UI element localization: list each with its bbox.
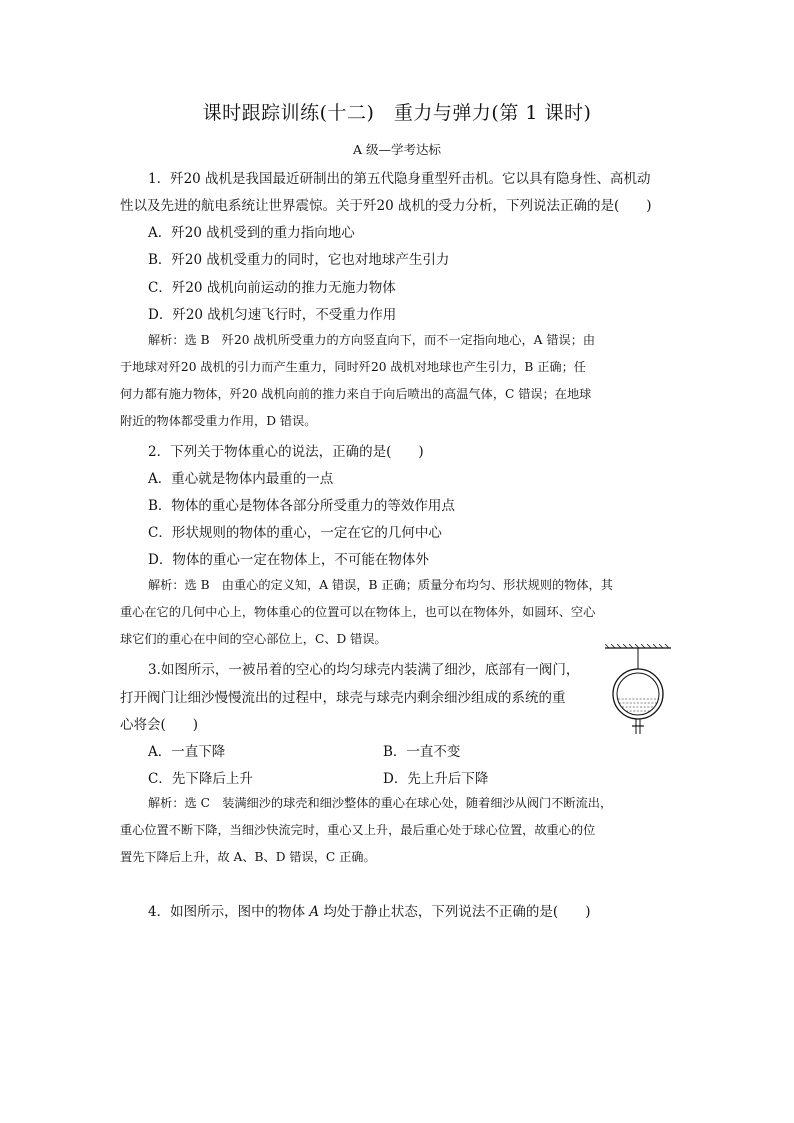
q4-stem bbox=[148, 900, 590, 920]
q1-explanation-line3: 何力都有施力物体，歼20 战机向前的推力来自于向后喷出的高温气体，C 错误；在地球 bbox=[120, 387, 592, 401]
q1-option-b: B．歼20 战机受重力的同时，它也对地球产生引力 bbox=[148, 252, 450, 268]
q3-option-c: C．先下降后上升 bbox=[148, 771, 253, 787]
q4-object-variable: A bbox=[309, 904, 320, 920]
q1-explanation-line4: 附近的物体都受重力作用，D 错误。 bbox=[120, 414, 317, 428]
q2-option-d: D．物体的重心一定在物体上，不可能在物体外 bbox=[148, 552, 429, 568]
q2-explanation-line1: 解析：选 B 由重心的定义知，A 错误，B 正确；质量分布均匀、形状规则的物体，其 bbox=[148, 578, 613, 592]
q4-stem-pre: 4．如图所示，图中的物体 bbox=[148, 904, 310, 920]
q3-stem-line1: 3.如图所示，一被吊着的空心的均匀球壳内装满了细沙，底部有一阀门， bbox=[148, 662, 580, 678]
q4-stem-post: 均处于静止状态，下列说法不正确的是( ) bbox=[319, 904, 591, 920]
q3-explanation-line2: 重心位置不断下降，当细沙快流完时，重心又上升，最后重心处于球心位置，故重心的位 bbox=[120, 823, 596, 837]
q2-option-a: A．重心就是物体内最重的一点 bbox=[148, 471, 334, 487]
q1-explanation-line1: 解析：选 B 歼20 战机所受重力的方向竖直向下，而不一定指向地心，A 错误；由 bbox=[148, 333, 596, 347]
q3-stem-line3: 心将会( ) bbox=[120, 717, 199, 733]
q3-stem-line2: 打开阀门让细沙慢慢流出的过程中，球壳与球壳内剩余细沙组成的系统的重 bbox=[120, 690, 566, 706]
q1-option-a: A．歼20 战机受到的重力指向地心 bbox=[148, 225, 355, 241]
hanging-sphere-figure bbox=[603, 644, 673, 740]
q3-option-b: B．一直不变 bbox=[383, 744, 461, 760]
q1-explanation-line2: 于地球对歼20 战机的引力而产生重力，同时歼20 战机对地球也产生引力，B 正确；任 bbox=[120, 360, 586, 374]
outer-shell bbox=[613, 669, 663, 719]
q3-explanation-line3: 置先下降后上升，故 A、B、D 错误，C 正确。 bbox=[120, 850, 376, 864]
q1-option-c: C．歼20 战机向前运动的推力无施力物体 bbox=[148, 280, 396, 296]
q2-explanation-line2: 重心在它的几何中心上，物体重心的位置可以在物体上，也可以在物体外，如圆环、空心 bbox=[120, 605, 596, 619]
q3-option-a: A．一直下降 bbox=[148, 744, 226, 760]
q1-stem-line1: 1．歼20 战机是我国最近研制出的第五代隐身重型歼击机。它以具有隐身性、高机动 bbox=[148, 171, 651, 187]
q3-explanation-line1: 解析：选 C 装满细沙的球壳和细沙整体的重心在球心处，随着细沙从阀门不断流出， bbox=[148, 796, 613, 810]
q2-stem: 2．下列关于物体重心的说法，正确的是( ) bbox=[148, 444, 424, 460]
q1-stem-line2: 性以及先进的航电系统让世界震惊。关于歼20 战机的受力分析，下列说法正确的是( ) bbox=[120, 198, 652, 214]
inner-shell bbox=[617, 673, 659, 715]
q3-option-d: D．先上升后下降 bbox=[383, 771, 489, 787]
q2-option-b: B．物体的重心是物体各部分所受重力的等效作用点 bbox=[148, 498, 455, 514]
page-title: 课时跟踪训练(十二) 重力与弹力(第 1 课时) bbox=[202, 102, 592, 124]
q1-option-d: D．歼20 战机匀速飞行时，不受重力作用 bbox=[148, 307, 397, 323]
q2-option-c: C．形状规则的物体的重心，一定在它的几何中心 bbox=[148, 525, 442, 541]
section-heading: A 级—学考达标 bbox=[352, 142, 441, 157]
q2-explanation-line3: 球它们的重心在中间的空心部位上，C、D 错误。 bbox=[120, 632, 387, 646]
